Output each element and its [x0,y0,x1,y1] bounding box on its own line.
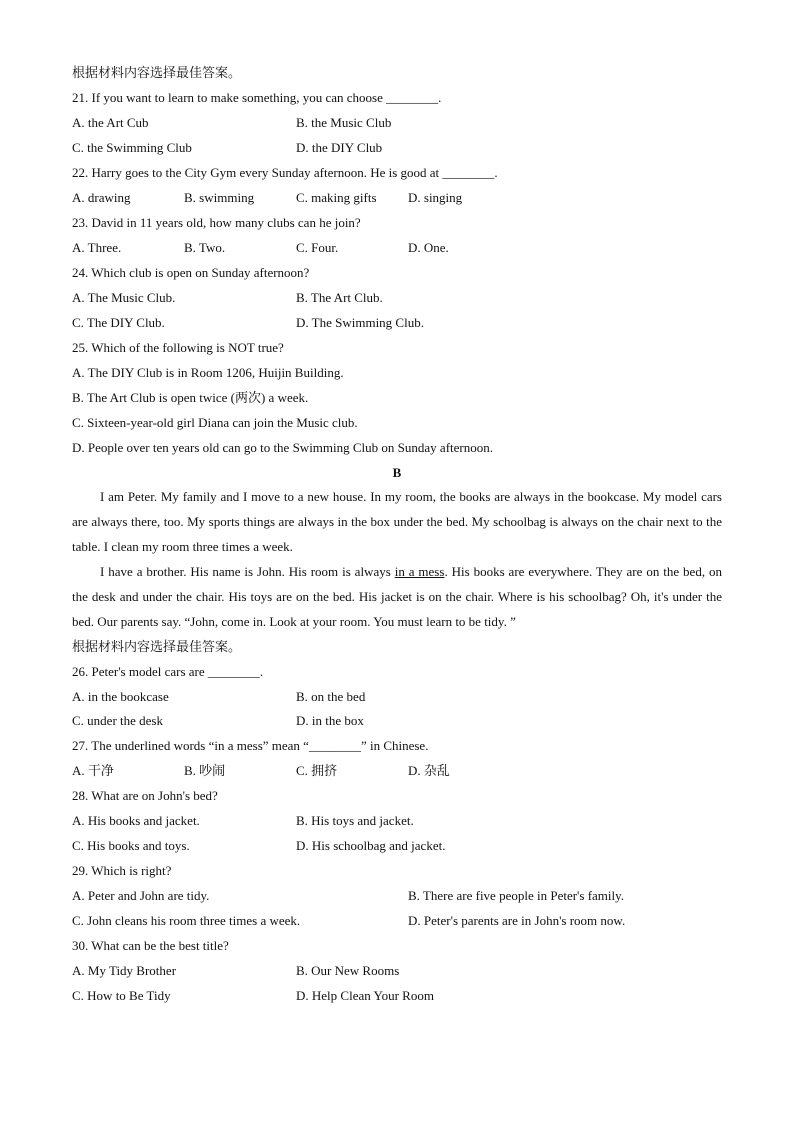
question-27: 27. The underlined words “in a mess” mean “________” in Chinese. [72,738,429,753]
q28-option-d: D. His schoolbag and jacket. [296,838,446,853]
q27-option-d: D. 杂乱 [408,763,450,778]
q26-option-b: B. on the bed [296,689,366,704]
q21-option-a: A. the Art Cub [72,115,149,130]
q22-option-b: B. swimming [184,190,255,205]
q22-option-d: D. singing [408,190,463,205]
q28-option-b: B. His toys and jacket. [296,813,414,828]
q30-option-a: A. My Tidy Brother [72,963,177,978]
question-26: 26. Peter's model cars are ________. [72,664,264,679]
q28-option-a: A. His books and jacket. [72,813,200,828]
q22-option-a: A. drawing [72,190,131,205]
question-30: 30. What can be the best title? [72,938,229,953]
q21-option-b: B. the Music Club [296,115,392,130]
q25-option-d: D. People over ten years old can go to the Swimming Club on Sunday afternoon. [72,440,493,455]
q29-option-c: C. John cleans his room three times a week. [72,913,301,928]
q25-option-a: A. The DIY Club is in Room 1206, Huijin Building. [72,365,344,380]
q21-option-d: D. the DIY Club [296,140,383,155]
instruction-text: 根据材料内容选择最佳答案。 [72,65,242,80]
question-22: 22. Harry goes to the City Gym every Sunday afternoon. He is good at ________. [72,165,498,180]
instruction-text-2: 根据材料内容选择最佳答案。 [72,639,242,654]
question-25: 25. Which of the following is NOT true? [72,340,284,355]
q27-option-b: B. 吵闹 [184,763,226,778]
passage-p2-after: . His books are everywhere. They are on the bed, on the desk and under the chair. His toys are on the bed. His jacket is on the chair. Where is his schoolbag? Oh, it's under the bed. Our parents say. “John, come in. Look at your room. You must learn to be tidy. ” [72,564,722,629]
q24-option-d: D. The Swimming Club. [296,315,424,330]
q30-option-c: C. How to Be Tidy [72,988,171,1003]
question-24: 24. Which club is open on Sunday afternoon? [72,265,310,280]
q29-option-d: D. Peter's parents are in John's room now. [408,913,626,928]
q27-option-c: C. 拥挤 [296,763,338,778]
q30-option-b: B. Our New Rooms [296,963,400,978]
q26-option-a: A. in the bookcase [72,689,169,704]
q29-option-a: A. Peter and John are tidy. [72,888,210,903]
passage-p2-before: I have a brother. His name is John. His room is always [100,564,395,579]
q23-option-a: A. Three. [72,240,122,255]
q29-option-b: B. There are five people in Peter's family. [408,888,625,903]
q23-option-b: B. Two. [184,240,226,255]
q21-option-c: C. the Swimming Club [72,140,192,155]
q24-option-b: B. The Art Club. [296,290,383,305]
q30-option-d: D. Help Clean Your Room [296,988,434,1003]
question-29: 29. Which is right? [72,863,172,878]
q24-option-a: A. The Music Club. [72,290,176,305]
section-b-heading: B [392,465,402,480]
q25-option-c: C. Sixteen-year-old girl Diana can join the Music club. [72,415,358,430]
q22-option-c: C. making gifts [296,190,377,205]
q28-option-c: C. His books and toys. [72,838,190,853]
q23-option-d: D. One. [408,240,449,255]
q23-option-c: C. Four. [296,240,339,255]
question-28: 28. What are on John's bed? [72,788,218,803]
q26-option-c: C. under the desk [72,713,163,728]
q25-option-b: B. The Art Club is open twice (两次) a week. [72,390,309,405]
passage-paragraph-1: I am Peter. My family and I move to a new house. In my room, the books are always in the bookcase. My model cars are always there, too. My sports things are always in the box under the bed. My schoolbag is always on the chair next to the table. I clean my room three times a week. [72,489,722,554]
underlined-phrase: in a mess [394,564,445,579]
passage-paragraph-2 [72,559,722,634]
question-21: 21. If you want to learn to make something, you can choose ________. [72,90,442,105]
question-23: 23. David in 11 years old, how many clubs can he join? [72,215,361,230]
q24-option-c: C. The DIY Club. [72,315,165,330]
q26-option-d: D. in the box [296,713,364,728]
q27-option-a: A. 干净 [72,763,114,778]
